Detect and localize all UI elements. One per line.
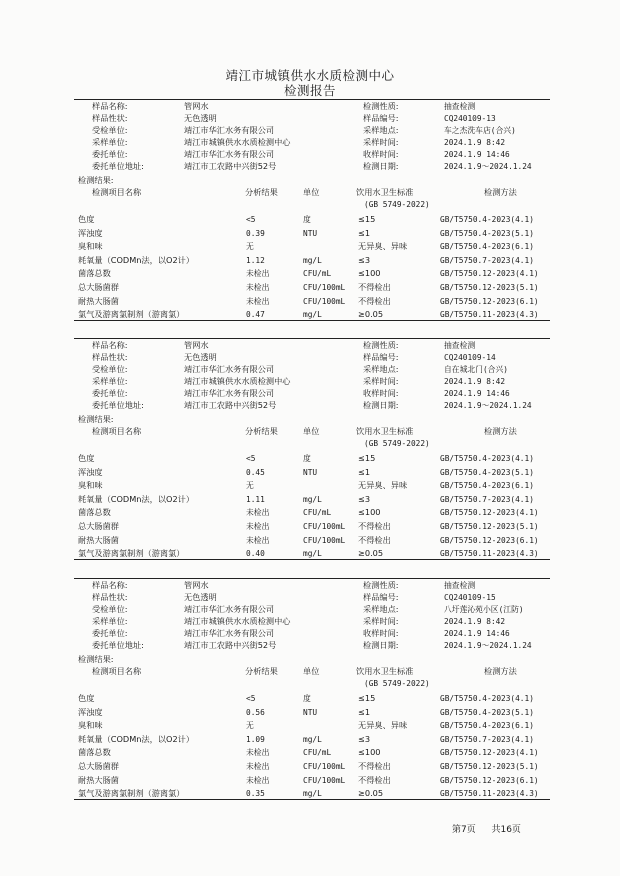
row-result: 未检出 (246, 508, 270, 518)
field-label: 采样地点: (363, 604, 399, 614)
row-unit: CFU/100mL (303, 522, 346, 531)
row-result: 1.11 (246, 494, 265, 504)
row-standard: ≥0.05 (358, 309, 384, 320)
row-method: GB/T5750.12-2023(5.1) (440, 522, 539, 531)
row-item: 浑浊度 (78, 227, 103, 238)
col-header-item: 检测项目名称 (92, 426, 142, 436)
row-method: GB/T5750.12-2023(4.1) (440, 269, 539, 279)
field-label: 采样单位: (92, 137, 128, 147)
col-header-standard: 饮用水卫生标准 (356, 426, 414, 436)
row-method: GB/T5750.4-2023(5.1) (440, 467, 534, 477)
row-standard: 不得检出 (358, 282, 391, 292)
page-indicator (452, 822, 521, 835)
field-label: 样品性状: (92, 592, 128, 602)
row-method: GB/T5750.4-2023(4.1) (440, 454, 534, 463)
row-method: GB/T5750.7-2023(4.1) (440, 494, 534, 504)
row-standard: ≤100 (358, 747, 381, 758)
field-value: 自在城北门(合兴) (444, 365, 508, 374)
field-label: 样品编号: (363, 352, 399, 362)
results-label: 检测结果: (78, 414, 114, 424)
field-value: 2024.1.9 8:42 (444, 617, 506, 626)
row-unit: CFU/100mL (303, 535, 346, 545)
row-unit: CFU/mL (303, 508, 332, 518)
field-label: 样品性状: (92, 352, 128, 362)
report-subtitle: 检测报告 (283, 83, 336, 98)
field-value: 靖江市华汇水务有限公司 (184, 604, 275, 614)
field-value: 靖江市华汇水务有限公司 (184, 388, 275, 398)
col-header-standard-code: (GB 5749-2022) (364, 200, 430, 209)
row-unit: CFU/100mL (303, 775, 346, 785)
row-method: GB/T5750.12-2023(4.1) (440, 508, 539, 518)
row-unit: CFU/100mL (303, 283, 346, 292)
field-label: 收样时间: (363, 149, 399, 159)
field-value: 靖江市城镇供水水质检测中心 (184, 137, 291, 147)
row-method: GB/T5750.11-2023(4.3) (440, 310, 539, 320)
page-total: 共16页 (491, 825, 521, 835)
col-header-item: 检测项目名称 (92, 187, 142, 197)
row-method: GB/T5750.12-2023(5.1) (440, 283, 539, 292)
row-item: 色度 (78, 693, 95, 703)
col-header-result: 分析结果 (245, 426, 278, 436)
results-label: 检测结果: (78, 175, 114, 185)
field-label: 检测性质: (363, 580, 399, 590)
row-item: 总大肠菌群 (78, 521, 119, 531)
row-result: 无 (246, 242, 254, 252)
row-item: 菌落总数 (78, 507, 111, 518)
field-value: 抽查检测 (444, 581, 476, 590)
field-label: 检测日期: (363, 400, 399, 410)
row-result: <5 (246, 454, 256, 463)
field-label: 采样时间: (363, 376, 399, 386)
report-title: 靖江市城镇供水水质检测中心 (225, 68, 395, 83)
sample-section (0, 97, 620, 367)
field-label: 检测性质: (363, 101, 399, 111)
row-item: 耗氧量（CODMn法，以O2计） (78, 733, 195, 744)
row-standard: ≤1 (358, 706, 371, 717)
row-method: GB/T5750.4-2023(4.1) (440, 215, 534, 224)
row-item: 氯气及游离氯制剂（游离氯） (78, 788, 185, 799)
row-method: GB/T5750.12-2023(6.1) (440, 775, 539, 785)
field-value: 2024.1.9 14:46 (444, 629, 510, 638)
sample-section (0, 336, 620, 606)
row-standard: ≤3 (358, 733, 371, 744)
row-standard: ≤1 (358, 466, 371, 477)
field-label: 受检单位: (92, 125, 128, 135)
section-top-rule (74, 99, 550, 100)
field-label: 采样时间: (363, 616, 399, 626)
row-item: 耐热大肠菌 (78, 295, 119, 306)
row-unit: CFU/100mL (303, 762, 346, 771)
row-method: GB/T5750.12-2023(6.1) (440, 296, 539, 306)
field-value: CQ240109-14 (444, 353, 496, 362)
row-method: GB/T5750.4-2023(6.1) (440, 481, 534, 491)
row-item: 臭和味 (78, 720, 103, 731)
row-item: 耐热大肠菌 (78, 774, 119, 785)
row-standard: ≤100 (358, 507, 381, 518)
page-current: 第7页 (452, 825, 476, 835)
field-value: CQ240109-15 (444, 593, 496, 602)
row-unit: CFU/mL (303, 269, 332, 279)
field-value: 靖江市华汇水务有限公司 (184, 149, 275, 159)
row-result: 0.45 (246, 467, 265, 477)
field-value: 靖江市工农路中兴街52号 (184, 640, 277, 650)
row-result: 未检出 (246, 283, 270, 292)
row-standard: ≤15 (358, 214, 376, 224)
field-value: 2024.1.9 14:46 (444, 150, 510, 159)
row-result: 未检出 (246, 269, 270, 279)
row-method: GB/T5750.4-2023(4.1) (440, 694, 534, 703)
field-label: 采样单位: (92, 376, 128, 386)
row-unit: CFU/100mL (303, 296, 346, 306)
row-result: 无 (246, 481, 254, 491)
col-header-unit: 单位 (303, 187, 320, 197)
section-bottom-rule (74, 559, 550, 560)
field-label: 样品名称: (92, 580, 128, 590)
field-value: 靖江市华汇水务有限公司 (184, 125, 275, 135)
row-standard: ≤15 (358, 453, 376, 463)
field-label: 样品编号: (363, 592, 399, 602)
row-method: GB/T5750.11-2023(4.3) (440, 549, 539, 559)
row-result: 未检出 (246, 775, 270, 785)
row-method: GB/T5750.7-2023(4.1) (440, 255, 534, 265)
row-item: 耗氧量（CODMn法，以O2计） (78, 254, 195, 265)
field-value: 抽查检测 (444, 102, 476, 111)
row-method: GB/T5750.12-2023(6.1) (440, 535, 539, 545)
row-item: 菌落总数 (78, 747, 111, 758)
row-result: 0.56 (246, 707, 265, 717)
field-value: 无色透明 (184, 592, 217, 602)
field-value: 八圩莲沁苑小区(江防) (444, 605, 524, 614)
field-label: 委托单位: (92, 388, 128, 398)
row-result: 无 (246, 721, 254, 731)
row-result: 0.40 (246, 549, 265, 559)
row-standard: ≤100 (358, 268, 381, 279)
row-item: 总大肠菌群 (78, 761, 119, 771)
row-standard: ≥0.05 (358, 548, 384, 559)
row-unit: 度 (303, 454, 311, 463)
row-standard: 不得检出 (358, 534, 391, 545)
field-label: 采样时间: (363, 137, 399, 147)
field-value: 靖江市城镇供水水质检测中心 (184, 616, 291, 626)
col-header-standard-code: (GB 5749-2022) (364, 439, 430, 448)
field-value: 管网水 (184, 580, 209, 590)
row-method: GB/T5750.12-2023(4.1) (440, 748, 539, 758)
row-result: <5 (246, 215, 256, 224)
row-unit: mg/L (303, 549, 322, 559)
col-header-unit: 单位 (303, 666, 320, 676)
field-label: 样品性状: (92, 113, 128, 123)
field-value: 车之杰洗车店(合兴) (444, 126, 516, 135)
row-method: GB/T5750.12-2023(5.1) (440, 762, 539, 771)
results-label: 检测结果: (78, 654, 114, 664)
row-standard: ≤3 (358, 254, 371, 265)
field-value: 靖江市华汇水务有限公司 (184, 364, 275, 374)
row-item: 臭和味 (78, 241, 103, 252)
row-method: GB/T5750.11-2023(4.3) (440, 789, 539, 799)
row-standard: ≥0.05 (358, 788, 384, 799)
field-label: 样品名称: (92, 101, 128, 111)
field-label: 采样地点: (363, 364, 399, 374)
col-header-item: 检测项目名称 (92, 666, 142, 676)
field-label: 样品编号: (363, 113, 399, 123)
row-item: 浑浊度 (78, 466, 103, 477)
row-unit: 度 (303, 694, 311, 703)
row-result: <5 (246, 694, 256, 703)
row-result: 0.47 (246, 310, 265, 320)
row-item: 菌落总数 (78, 268, 111, 279)
row-unit: mg/L (303, 789, 322, 799)
row-result: 未检出 (246, 296, 270, 306)
row-unit: mg/L (303, 255, 322, 265)
row-method: GB/T5750.4-2023(6.1) (440, 242, 534, 252)
row-unit: NTU (303, 707, 318, 717)
col-header-standard: 饮用水卫生标准 (356, 187, 414, 197)
row-standard: 无异臭、异味 (358, 480, 408, 491)
field-label: 委托单位地址: (92, 640, 144, 650)
row-standard: ≤15 (358, 693, 376, 703)
field-value: 靖江市华汇水务有限公司 (184, 628, 275, 638)
field-label: 委托单位: (92, 628, 128, 638)
row-item: 耐热大肠菌 (78, 534, 119, 545)
section-top-rule (74, 338, 550, 339)
field-value: 靖江市工农路中兴街52号 (184, 161, 277, 171)
row-result: 未检出 (246, 535, 270, 545)
row-method: GB/T5750.4-2023(5.1) (440, 707, 534, 717)
field-label: 受检单位: (92, 364, 128, 374)
sample-section (0, 576, 620, 846)
field-value: 靖江市工农路中兴街52号 (184, 400, 277, 410)
row-item: 色度 (78, 214, 95, 224)
row-unit: CFU/mL (303, 748, 332, 758)
section-top-rule (74, 578, 550, 579)
field-value: 管网水 (184, 101, 209, 111)
field-label: 采样单位: (92, 616, 128, 626)
row-result: 未检出 (246, 748, 270, 758)
row-result: 0.35 (246, 789, 265, 799)
row-item: 臭和味 (78, 480, 103, 491)
row-result: 未检出 (246, 762, 270, 771)
row-standard: ≤3 (358, 493, 371, 504)
col-header-method: 检测方法 (484, 187, 517, 197)
row-item: 浑浊度 (78, 706, 103, 717)
row-standard: 不得检出 (358, 295, 391, 306)
col-header-method: 检测方法 (484, 426, 517, 436)
row-unit: NTU (303, 228, 318, 238)
row-standard: 无异臭、异味 (358, 720, 408, 731)
row-item: 色度 (78, 453, 95, 463)
field-label: 检测性质: (363, 340, 399, 350)
section-bottom-rule (74, 799, 550, 800)
field-label: 受检单位: (92, 604, 128, 614)
col-header-method: 检测方法 (484, 666, 517, 676)
field-label: 委托单位: (92, 149, 128, 159)
field-label: 检测日期: (363, 161, 399, 171)
field-label: 收样时间: (363, 388, 399, 398)
row-unit: mg/L (303, 494, 322, 504)
row-result: 1.12 (246, 255, 265, 265)
field-label: 委托单位地址: (92, 400, 144, 410)
col-header-unit: 单位 (303, 426, 320, 436)
row-method: GB/T5750.4-2023(5.1) (440, 228, 534, 238)
field-label: 收样时间: (363, 628, 399, 638)
row-item: 氯气及游离氯制剂（游离氯） (78, 309, 185, 320)
field-value: 抽查检测 (444, 341, 476, 350)
row-standard: 不得检出 (358, 774, 391, 785)
col-header-result: 分析结果 (245, 666, 278, 676)
row-unit: 度 (303, 215, 311, 224)
field-value: 2024.1.9～2024.1.24 (444, 641, 532, 650)
row-item: 总大肠菌群 (78, 282, 119, 292)
field-label: 样品名称: (92, 340, 128, 350)
row-standard: 不得检出 (358, 521, 391, 531)
field-label: 检测日期: (363, 640, 399, 650)
row-method: GB/T5750.7-2023(4.1) (440, 734, 534, 744)
field-label: 采样地点: (363, 125, 399, 135)
field-value: 2024.1.9 14:46 (444, 389, 510, 398)
row-result: 未检出 (246, 522, 270, 531)
row-unit: NTU (303, 467, 318, 477)
field-value: CQ240109-13 (444, 114, 496, 123)
field-value: 靖江市城镇供水水质检测中心 (184, 376, 291, 386)
field-value: 2024.1.9～2024.1.24 (444, 162, 532, 171)
row-standard: 不得检出 (358, 761, 391, 771)
field-value: 无色透明 (184, 352, 217, 362)
col-header-standard-code: (GB 5749-2022) (364, 679, 430, 688)
row-item: 耗氧量（CODMn法，以O2计） (78, 493, 195, 504)
section-bottom-rule (74, 320, 550, 321)
col-header-result: 分析结果 (245, 187, 278, 197)
row-unit: mg/L (303, 310, 322, 320)
row-standard: 无异臭、异味 (358, 241, 408, 252)
row-result: 1.09 (246, 734, 265, 744)
row-method: GB/T5750.4-2023(6.1) (440, 721, 534, 731)
field-value: 2024.1.9～2024.1.24 (444, 401, 532, 410)
row-item: 氯气及游离氯制剂（游离氯） (78, 548, 185, 559)
row-standard: ≤1 (358, 227, 371, 238)
field-label: 委托单位地址: (92, 161, 144, 171)
row-unit: mg/L (303, 734, 322, 744)
field-value: 无色透明 (184, 113, 217, 123)
col-header-standard: 饮用水卫生标准 (356, 666, 414, 676)
row-result: 0.39 (246, 228, 265, 238)
field-value: 管网水 (184, 340, 209, 350)
field-value: 2024.1.9 8:42 (444, 138, 506, 147)
field-value: 2024.1.9 8:42 (444, 377, 506, 386)
